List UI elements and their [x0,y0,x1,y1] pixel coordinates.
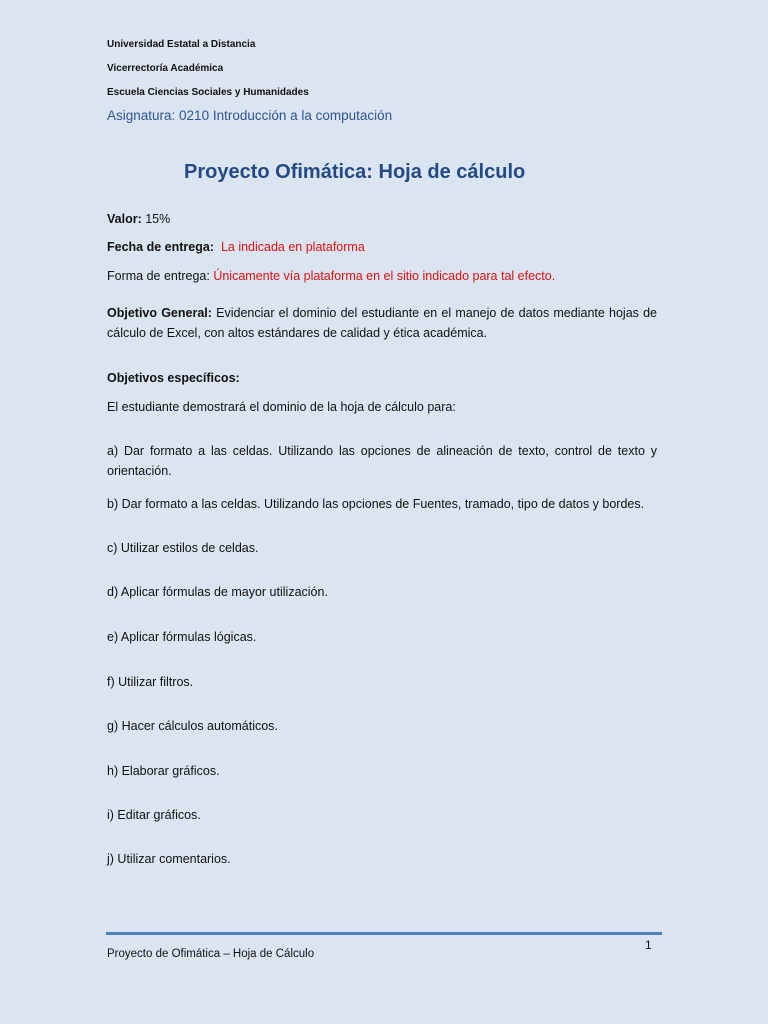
footer-text: Proyecto de Ofimática – Hoja de Cálculo [107,948,315,960]
list-item: i) Editar gráficos. [107,808,201,822]
list-item: g) Hacer cálculos automáticos. [107,719,278,733]
forma-value: Únicamente vía plataforma en el sitio indicado para tal efecto. [213,269,556,283]
fecha-row [107,237,657,257]
objetivos-intro: El estudiante demostrará el dominio de la hoja de cálculo para: [107,400,456,414]
subject-line: Asignatura: 0210 Introducción a la computación [107,108,393,123]
university-name: Universidad Estatal a Distancia [107,39,256,50]
footer-divider [106,932,662,935]
list-item: f) Utilizar filtros. [107,675,194,689]
valor-label: Valor: [107,212,142,226]
list-item: c) Utilizar estilos de celdas. [107,541,259,555]
forma-label: Forma de entrega: [107,269,210,283]
document-title: Proyecto Ofimática: Hoja de cálculo [184,161,526,183]
school-name: Escuela Ciencias Sociales y Humanidades [107,87,309,98]
list-item: a) Dar formato a las celdas. Utilizando las opciones de alineación de texto, control de texto y orientación. [107,444,657,478]
list-item: d) Aplicar fórmulas de mayor utilización. [107,585,328,599]
objetivos-especificos-heading: Objetivos específicos: [107,371,240,385]
objetivo-general-label: Objetivo General: [107,306,212,320]
valor-row [107,209,657,229]
forma-row [107,266,657,286]
objetivo-general-paragraph [107,303,657,343]
page-number: 1 [645,938,652,952]
objetivo-general-text: Evidenciar el dominio del estudiante en el manejo de datos mediante hojas de cálculo de Excel, con altos estándares de calidad y ética académica. [107,306,657,340]
vice-rectory: Vicerrectoría Académica [107,63,224,74]
fecha-label: Fecha de entrega: [107,240,214,254]
list-item: e) Aplicar fórmulas lógicas. [107,630,257,644]
list-item: h) Elaborar gráficos. [107,764,220,778]
valor-value: 15% [145,212,171,226]
fecha-value: La indicada en plataforma [220,240,365,254]
list-item: b) Dar formato a las celdas. Utilizando las opciones de Fuentes, tramado, tipo de datos y bordes. [107,497,645,511]
list-item: j) Utilizar comentarios. [107,852,231,866]
